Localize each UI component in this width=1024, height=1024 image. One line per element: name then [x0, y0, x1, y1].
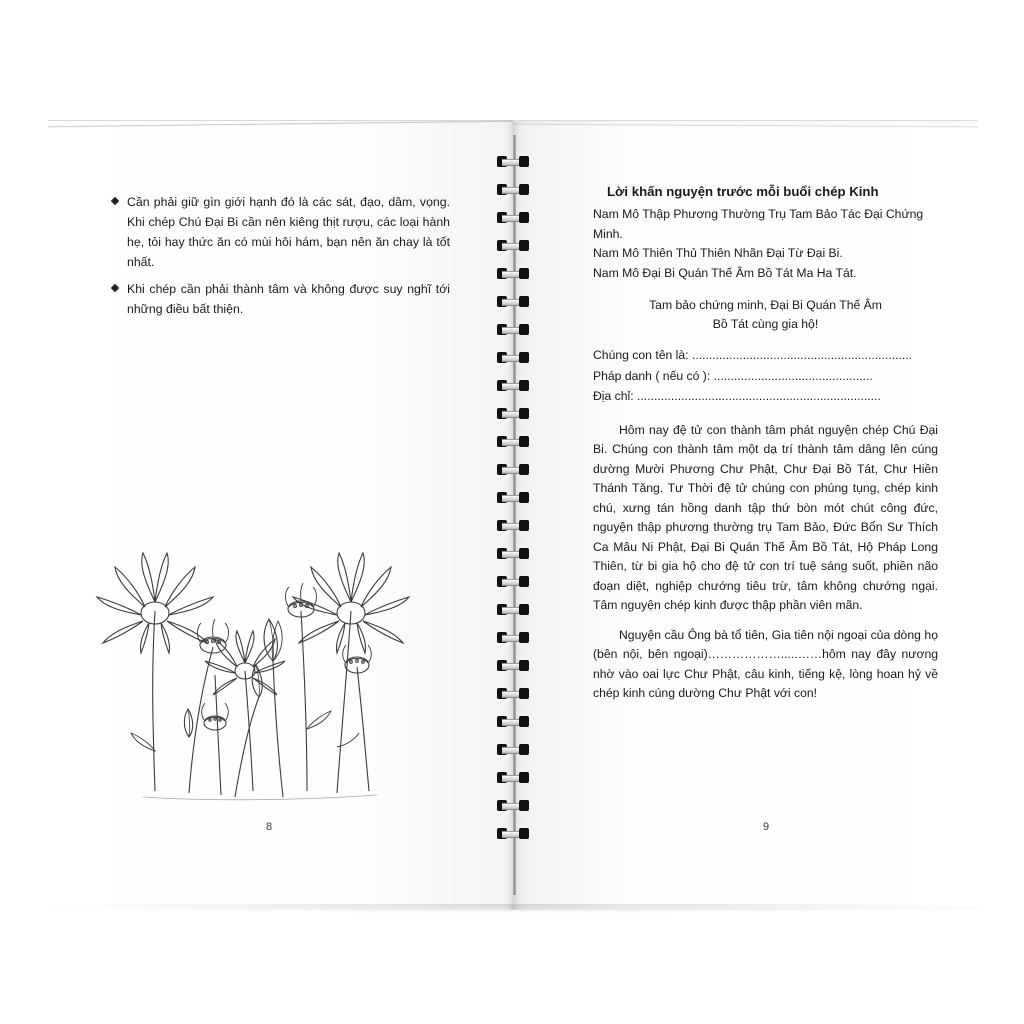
binding-hole [519, 632, 529, 643]
spiral-coil [480, 575, 546, 589]
binding-hole [519, 436, 529, 447]
binding-hole [519, 492, 529, 503]
left-page-text [110, 193, 450, 326]
binding-hole [519, 828, 529, 839]
binding-hole [519, 716, 529, 727]
prayer-paragraph: Hôm nay đệ tử con thành tâm phát nguyện chép Chú Đại Bi. Chúng con thành tâm một dạ trí thành tâm dâng lên cúng dường Mười Phương Chư Phật, Chư Đại Bồ Tát, Chư Hiền Thánh Tăng. Tư Thời đệ tử chúng con phúng tụng, chép kinh chú, xưng tán hồng danh tập thứ bòn mót chút công đức, nguyện thập phương thường trụ Tam Bảo, Đức Bổn Sư Thích Ca Mâu Ni Phật, Đại Bi Quán Thế Âm Bồ Tát, Hộ Pháp Long Thiên, từ bi gia hộ cho đệ tử con trí tuệ sáng suốt, phiền não đoạn diệt, nghiệp chướng tiêu trừ, tâm không chướng ngại. Tâm nguyện chép kinh được thập phần viên mãn. [593, 422, 938, 613]
field-label: Địa chỉ: [593, 389, 634, 404]
binding-hole [519, 352, 529, 363]
spiral-coil [480, 183, 546, 197]
page-bottom-shadow [48, 904, 978, 914]
spiral-coil [480, 211, 546, 225]
binding-hole [519, 576, 529, 587]
spiral-coil [480, 379, 546, 393]
list-item [110, 193, 450, 273]
binding-hole [519, 464, 529, 475]
centered-blessing-line: Tam bảo chứng minh, Đại Bi Quán Thế Âm [649, 298, 882, 313]
field-dharma-name [593, 367, 938, 387]
centered-blessing [593, 296, 938, 334]
spiral-coil [480, 603, 546, 617]
binding-hole [519, 324, 529, 335]
binding-hole [519, 744, 529, 755]
binding-hole [519, 156, 529, 167]
list-item-text: Cần phải giữ gìn giới hạnh đó là các sát, đạo, dâm, vọng. Khi chép Chú Đại Bi cần nên kiêng thịt rượu, các loại hành hẹ, tỏi hay thức ăn có mùi hôi hám, bạn nên ăn chay là tốt nhất. [127, 195, 450, 269]
field-label: Pháp danh ( nếu có ): [593, 368, 711, 383]
list-item [110, 280, 450, 320]
centered-blessing-line: Bồ Tát cùng gia hộ! [712, 317, 819, 332]
spiral-coil [480, 491, 546, 505]
binding-hole [519, 548, 529, 559]
diamond-bullet-icon [111, 197, 119, 205]
invocation-line: Nam Mô Thiên Thủ Thiên Nhãn Đại Từ Đại Bi. [593, 246, 843, 261]
binding-hole [519, 772, 529, 783]
spiral-coil [480, 715, 546, 729]
page-number-left: 8 [266, 821, 273, 833]
spiral-coil [480, 239, 546, 253]
prayer-paragraph: Nguyện cầu Ông bà tổ tiên, Gia tiên nội ngoại của dòng họ (bên nội, bên ngoại)……………….....……hôm nay đây nương nhờ vào oai lực Chư Phật, câu kinh, tiếng kệ, lòng hoan hỷ về chép kinh cúng dường Chư Phật với con! [593, 627, 938, 701]
binding-hole [519, 408, 529, 419]
binding-hole [519, 268, 529, 279]
spiral-coil [480, 155, 546, 169]
list-item-text: Khi chép cần phải thành tâm và không được suy nghĩ tới những điều bất thiện. [127, 281, 450, 316]
field-name [593, 346, 938, 366]
field-address [593, 387, 938, 407]
left-page [48, 120, 513, 910]
invocation-line: Nam Mô Đại Bi Quán Thế Âm Bồ Tát Ma Ha Tát. [593, 265, 857, 280]
binding-hole [519, 604, 529, 615]
binding-hole [519, 520, 529, 531]
spiral-coil [480, 547, 546, 561]
right-page [513, 120, 978, 910]
spiral-coil [480, 771, 546, 785]
page-number-right: 9 [763, 821, 770, 833]
invocation-line: Nam Mô Thập Phương Thường Trụ Tam Bảo Tác Đại Chứng Minh. [593, 207, 924, 241]
spiral-coil [480, 323, 546, 337]
spiral-coil [480, 463, 546, 477]
spiral-coil [480, 659, 546, 673]
binding-hole [519, 380, 529, 391]
binding-hole [519, 184, 529, 195]
fill-in-fields [593, 346, 938, 407]
diamond-bullet-icon [111, 283, 119, 291]
spiral-coil [480, 519, 546, 533]
spiral-coil [480, 799, 546, 813]
spiral-coil [480, 631, 546, 645]
spiral-coil [480, 407, 546, 421]
field-dots: ................................................................. [691, 348, 913, 362]
spiral-coil [480, 435, 546, 449]
spiral-coil [480, 827, 546, 841]
binding-hole [519, 800, 529, 811]
field-label: Chúng con tên là: [593, 348, 689, 362]
spiral-coil [480, 295, 546, 309]
right-page-text [593, 181, 938, 704]
spiral-coil [480, 687, 546, 701]
notebook-spread [48, 120, 978, 910]
spiral-coil [480, 267, 546, 281]
binding-hole [519, 240, 529, 251]
spiral-coil [480, 351, 546, 365]
prayer-title: Lời khấn nguyện trước mỗi buổi chép Kinh [607, 184, 879, 199]
spiral-binding [480, 155, 546, 870]
field-dots: ........................................................................ [637, 389, 881, 404]
lotus-illustration [93, 461, 423, 841]
binding-hole [519, 296, 529, 307]
binding-hole [519, 688, 529, 699]
spiral-coil [480, 743, 546, 757]
binding-hole [519, 660, 529, 671]
binding-hole [519, 212, 529, 223]
field-dots: ............................................... [713, 368, 873, 383]
